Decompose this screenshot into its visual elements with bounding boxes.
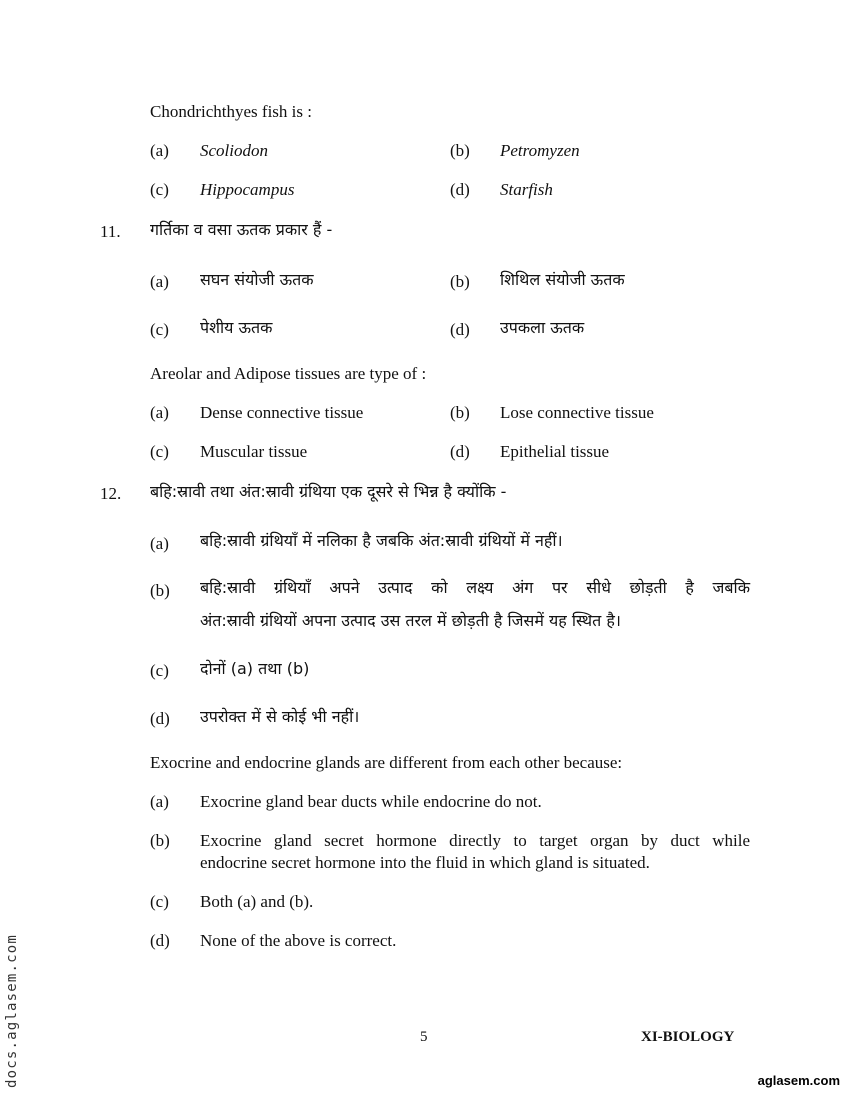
- q12-en-option-c-label: (c): [150, 892, 169, 911]
- q11-en-stem: Areolar and Adipose tissues are type of :: [150, 364, 427, 383]
- q10-en-stem: Chondrichthyes fish is :: [150, 102, 312, 121]
- q12-hi-option-a-text: बहि:स्रावी ग्रंथियाँ में नलिका है जबकि अंत:स्रावी ग्रंथियों में नहीं।: [200, 531, 563, 550]
- q11-stem-hindi: गर्तिका व वसा ऊतक प्रकार हैं -: [150, 220, 333, 239]
- q12-en-option-d-text: None of the above is correct.: [200, 931, 397, 950]
- q10-option-d-text: Starfish: [500, 180, 553, 199]
- q12-hi-option-a-label: (a): [150, 534, 169, 553]
- q12-en-option-b-line2: endocrine secret hormone into the fluid in which gland is situated.: [200, 853, 650, 872]
- q12-hi-option-b-line2: अंत:स्रावी ग्रंथियों अपना उत्पाद उस तरल में छोड़ती है जिसमें यह स्थित है।: [200, 611, 621, 630]
- q12-hi-option-c-text: दोनों (a) तथा (b): [200, 659, 310, 678]
- subject-code: XI-BIOLOGY: [641, 1029, 735, 1045]
- q12-en-option-a-text: Exocrine gland bear ducts while endocrine do not.: [200, 792, 542, 811]
- q10-option-b-label: (b): [450, 141, 470, 160]
- q11-en-option-b-text: Lose connective tissue: [500, 403, 654, 422]
- q12-hi-option-c-label: (c): [150, 661, 169, 680]
- side-watermark: docs.aglasem.com: [4, 933, 20, 1088]
- q10-option-b-text: Petromyzen: [500, 141, 580, 160]
- q12-en-stem: Exocrine and endocrine glands are different from each other because:: [150, 753, 623, 772]
- q10-option-a-text: Scoliodon: [200, 141, 268, 160]
- q11-en-option-d-text: Epithelial tissue: [500, 442, 610, 461]
- q11-en-option-a-text: Dense connective tissue: [200, 403, 364, 422]
- q11-hi-option-b-text: शिथिल संयोजी ऊतक: [500, 270, 625, 289]
- q11-en-option-a-label: (a): [150, 403, 169, 422]
- q12-en-option-d-label: (d): [150, 931, 170, 950]
- q11-en-option-c-label: (c): [150, 442, 169, 461]
- q12-hi-option-b-line1: बहि:स्रावी ग्रंथियाँ अपने उत्पाद को लक्ष्य अंग पर सीधे छोड़ती है जबकि: [200, 578, 750, 597]
- q12-en-option-a-label: (a): [150, 792, 169, 811]
- q12-hi-option-d-label: (d): [150, 709, 170, 728]
- q10-option-c-text: Hippocampus: [200, 180, 295, 199]
- q10-option-d-label: (d): [450, 180, 470, 199]
- q10-option-c-label: (c): [150, 180, 169, 199]
- q12-number: 12.: [100, 484, 122, 503]
- q11-hi-option-b-label: (b): [450, 272, 470, 291]
- q11-en-option-d-label: (d): [450, 442, 470, 461]
- q11-hi-option-d-label: (d): [450, 320, 470, 339]
- q12-en-option-b-line1: Exocrine gland secret hormone directly to target organ by duct while: [200, 831, 750, 850]
- page-number: 5: [420, 1029, 428, 1045]
- q10-option-a-label: (a): [150, 141, 169, 160]
- q11-en-option-c-text: Muscular tissue: [200, 442, 308, 461]
- q11-hi-option-c-label: (c): [150, 320, 169, 339]
- q12-en-option-c-text: Both (a) and (b).: [200, 892, 314, 911]
- q11-hi-option-d-text: उपकला ऊतक: [500, 318, 585, 337]
- q11-number: 11.: [100, 222, 121, 241]
- q11-en-option-b-label: (b): [450, 403, 470, 422]
- q12-hi-option-d-text: उपरोक्त में से कोई भी नहीं।: [200, 707, 360, 726]
- q12-hi-option-b-label: (b): [150, 581, 170, 600]
- brand-watermark[interactable]: aglasem.com: [757, 1073, 840, 1088]
- q11-hi-option-a-label: (a): [150, 272, 169, 291]
- q11-hi-option-c-text: पेशीय ऊतक: [200, 318, 273, 337]
- q11-hi-option-a-text: सघन संयोजी ऊतक: [200, 270, 314, 289]
- q12-stem-hindi: बहि:स्रावी तथा अंत:स्रावी ग्रंथिया एक दूसरे से भिन्न है क्योंकि -: [150, 482, 507, 501]
- q12-en-option-b-label: (b): [150, 831, 170, 850]
